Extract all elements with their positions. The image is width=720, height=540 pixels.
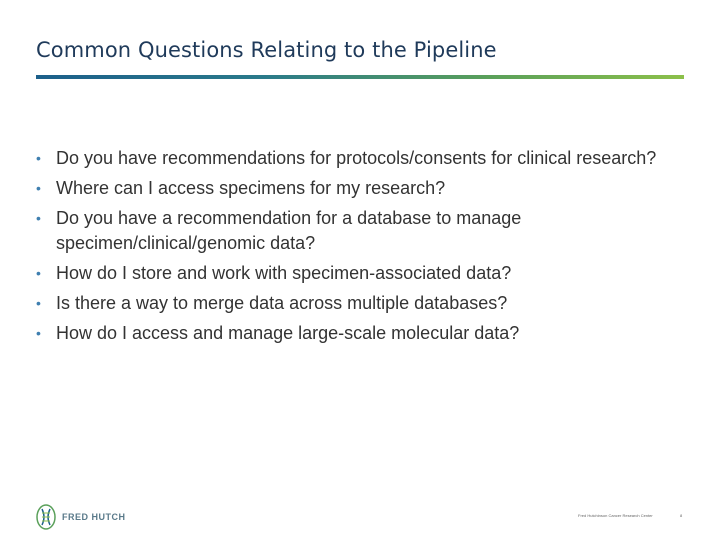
fred-hutch-logo — [36, 504, 126, 530]
bullet-item — [36, 176, 686, 201]
page-number: 8 — [680, 513, 683, 518]
bullet-item — [36, 321, 686, 346]
title-rule — [36, 75, 684, 79]
footer-organization: Fred Hutchinson Cancer Research Center — [578, 513, 653, 518]
bullet-dot: • — [36, 150, 41, 166]
bullet-item — [36, 146, 686, 171]
slide-title: Common Questions Relating to the Pipeline — [36, 38, 497, 62]
bullet-dot: • — [36, 295, 41, 311]
bullet-text: Where can I access specimens for my research? — [56, 178, 446, 198]
bullet-dot: • — [36, 180, 41, 196]
bullet-text: Is there a way to merge data across multiple databases? — [56, 293, 508, 313]
bullet-text: Do you have recommendations for protocols/consents for clinical research? — [56, 148, 657, 168]
bullet-dot: • — [36, 265, 41, 281]
bullet-text: Do you have a recommendation for a database to manage specimen/clinical/genomic data? — [56, 208, 522, 253]
bullet-text: How do I access and manage large-scale molecular data? — [56, 323, 520, 343]
bullet-text: How do I store and work with specimen-associated data? — [56, 263, 512, 283]
bullet-item — [36, 261, 686, 286]
bullet-item — [36, 291, 686, 316]
bullet-item — [36, 206, 686, 256]
bullet-list — [36, 146, 686, 351]
bullet-dot: • — [36, 210, 41, 226]
fred-hutch-logo-icon — [36, 504, 56, 530]
bullet-dot: • — [36, 325, 41, 341]
logo-wordmark: FRED HUTCH — [62, 512, 126, 522]
